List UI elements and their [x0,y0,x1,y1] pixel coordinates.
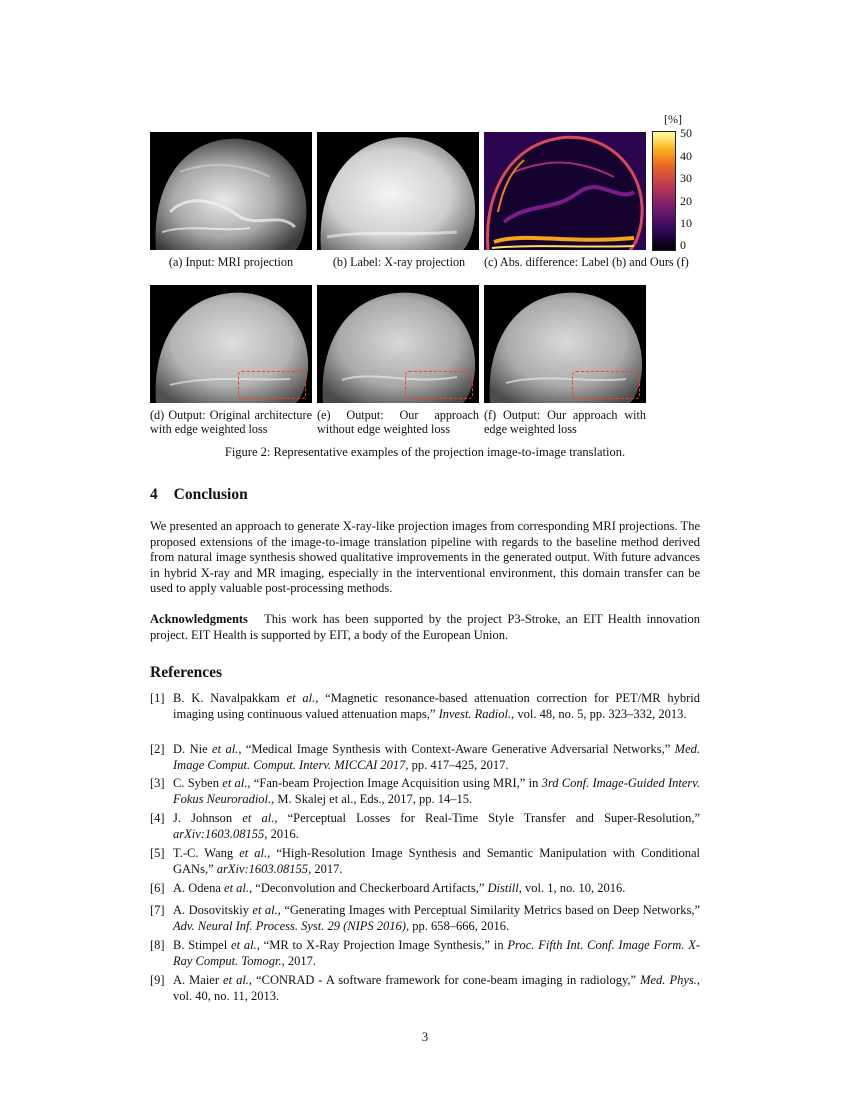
subfigure-caption-e: (e) Output: Our approach without edge weighted loss [317,408,479,436]
highlight-region [572,371,640,399]
highlight-region [238,371,306,399]
mri-projection-image [150,132,312,250]
reference-number: [6] [150,881,165,895]
conclusion-paragraph: We presented an approach to generate X-ray-like projection images from corresponding MRI projections. The proposed extensions of the image-to-image translation pipeline with regards to the baseline method derived from natural image synthesis showed qualitative improvements in the generated output. With future advances in hybrid X-ray and MR imaging, especially in the interventional environment, this domain transfer can be used to apply valuable post-processing methods. [150,519,700,595]
colorbar-tick: 10 [680,216,692,230]
output-original-architecture-image [150,285,312,403]
highlight-region [405,371,473,399]
references-heading: References [150,664,223,681]
reference-text: A. Maier et al., “CONRAD - A software framework for cone-beam imaging in radiology,” Med. Phys., vol. 40, no. 11, 2013. [173,973,700,1004]
subfigure-caption-d: (d) Output: Original architecture with edge weighted loss [150,408,312,436]
acknowledgments-paragraph [150,612,700,643]
reference-number: [2] [150,742,165,756]
reference-number: [4] [150,811,165,825]
acknowledgments-label: Acknowledgments [150,612,248,626]
reference-text: A. Dosovitskiy et al., “Generating Images with Perceptual Similarity Metrics based on Deep Networks,” Adv. Neural Inf. Process. Syst. 29 (NIPS 2016), pp. 658–666, 2016. [173,903,700,934]
reference-number: [9] [150,973,165,987]
section-heading [150,486,248,504]
acknowledgments-text: This work has been supported by the project P3-Stroke, an EIT Health innovation project. EIT Health is supported by EIT, a body of the European Union. [150,612,700,642]
subfigure-caption-a: (a) Input: MRI projection [168,255,294,269]
output-without-edge-loss-image [317,285,479,403]
section-number: 4 [150,486,158,503]
reference-text: C. Syben et al., “Fan-beam Projection Image Acquisition using MRI,” in 3rd Conf. Image-Guided Interv. Fokus Neuroradiol., M. Skalej et al., Eds., 2017, pp. 14–15. [173,776,701,807]
reference-number: [5] [150,846,165,860]
reference-text: T.-C. Wang et al., “High-Resolution Image Synthesis and Semantic Manipulation with Conditional GANs,” arXiv:1603.08155, 2017. [173,846,701,877]
reference-number: [7] [150,903,165,917]
subfigure-caption-c: (c) Abs. difference: Label (b) and Ours (f) [484,255,689,269]
reference-number: [8] [150,938,165,952]
reference-number: [3] [150,776,165,790]
section-title: Conclusion [173,486,248,503]
reference-number: [1] [150,691,165,705]
colorbar-tick: 50 [680,126,692,140]
colorbar-tick: 30 [680,171,692,185]
reference-text: D. Nie et al., “Medical Image Synthesis with Context-Aware Generative Adversarial Networks,” Med. Image Comput. Comput. Interv. MICCAI 2017, pp. 417–425, 2017. [173,742,700,773]
abs-difference-heatmap [484,132,646,250]
colorbar-tick: 20 [680,194,692,208]
output-with-edge-loss-image [484,285,646,403]
figure-caption: Figure 2: Representative examples of the projection image-to-image translation. [224,445,626,459]
reference-text: B. K. Navalpakkam et al., “Magnetic resonance-based attenuation correction for PET/MR hybrid imaging using continuous valued attenuation maps,” Invest. Radiol., vol. 48, no. 5, pp. 323–332, 2013. [173,691,701,722]
reference-text: J. Johnson et al., “Perceptual Losses for Real-Time Style Transfer and Super-Resolution,” arXiv:1603.08155, 2016. [173,811,700,842]
reference-text: B. Stimpel et al., “MR to X-Ray Projection Image Synthesis,” in Proc. Fifth Int. Conf. Image Form. X-Ray Comput. Tomogr., 2017. [173,938,701,969]
page-number: 3 [421,1030,429,1044]
colorbar-tick: 40 [680,149,692,163]
colorbar-tick: 0 [680,238,686,252]
reference-text: A. Odena et al., “Deconvolution and Checkerboard Artifacts,” Distill, vol. 1, no. 10, 2016. [173,881,626,895]
colorbar-unit: [%] [664,112,682,126]
colorbar [652,131,676,251]
subfigure-caption-f: (f) Output: Our approach with edge weighted loss [484,408,646,436]
subfigure-caption-b: (b) Label: X-ray projection [332,255,466,269]
xray-projection-image [317,132,479,250]
